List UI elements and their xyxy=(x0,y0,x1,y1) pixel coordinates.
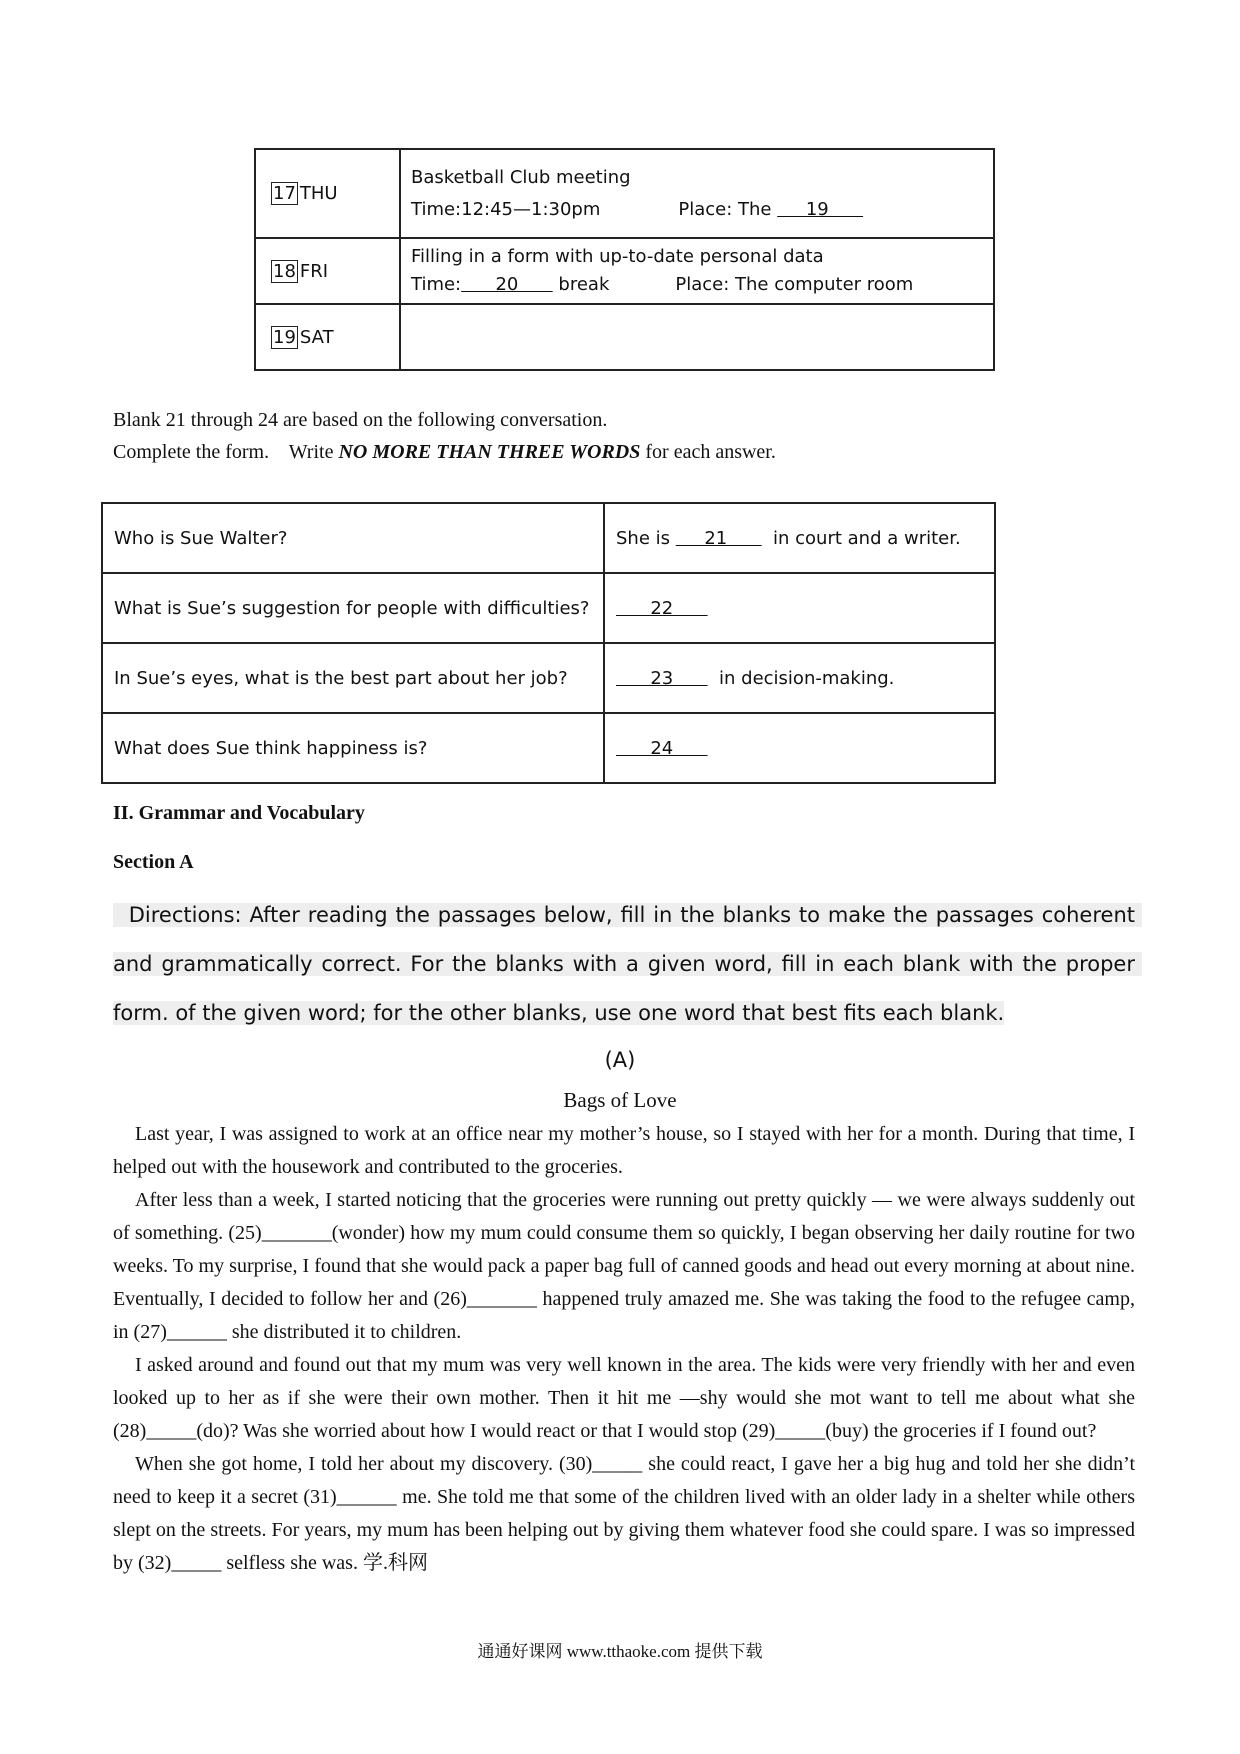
passage-body xyxy=(113,1118,1135,1580)
form-table xyxy=(101,502,996,784)
instruction-line-1: Blank 21 through 24 are based on the following conversation. xyxy=(113,409,608,431)
blank-19: 19 xyxy=(777,198,864,220)
blank-22: 22 xyxy=(616,597,708,619)
event-time-after: break xyxy=(552,274,610,295)
schedule-table xyxy=(254,148,995,371)
form-question: What is Sue’s suggestion for people with difficulties? xyxy=(102,573,604,643)
passage-title: Bags of Love xyxy=(563,1088,677,1112)
event-cell xyxy=(400,238,994,304)
section-heading: II. Grammar and Vocabulary xyxy=(113,802,365,824)
form-answer: She is 21 in court and a writer. xyxy=(604,503,995,573)
directions-text: Directions: After reading the passages below, fill in the blanks to make the passages coherent and grammatically correct. For the blanks with a given word, fill in each blank with the proper form. of the given word; for the other blanks, use one word that best fits each blank. xyxy=(113,903,1142,1025)
event-details xyxy=(411,194,993,226)
page-footer: 通通好课网 www.tthaoke.com 提供下载 xyxy=(477,1642,763,1661)
event-cell xyxy=(400,149,994,238)
day-name: THU xyxy=(299,183,338,204)
form-question: Who is Sue Walter? xyxy=(102,503,604,573)
subsection-heading: Section A xyxy=(113,851,194,873)
event-cell-empty xyxy=(400,304,994,370)
directions xyxy=(113,891,1142,1038)
event-place-label: Place: The xyxy=(678,198,772,220)
word-limit: NO MORE THAN THREE WORDS xyxy=(338,441,641,463)
form-answer xyxy=(604,573,995,643)
schedule-row xyxy=(255,238,994,304)
form-row xyxy=(102,503,995,573)
day-cell xyxy=(255,304,400,370)
paragraph: Last year, I was assigned to work at an office near my mother’s house, so I stayed with her for a month. During that time, I helped out with the housework and contributed to the groceries. xyxy=(113,1123,1135,1178)
blank-20: 20 xyxy=(461,274,553,295)
day-name: SAT xyxy=(299,326,334,348)
day-cell xyxy=(255,238,400,304)
form-answer: 23 in decision-making. xyxy=(604,643,995,713)
form-row xyxy=(102,573,995,643)
paragraph: I asked around and found out that my mum was very well known in the area. The kids were very friendly with her and even looked up to her as if she were their own mother. Then it hit me —shy would she mot want to tell me about what she (28)_____(do)? Was she worried about how I would react or that I would stop (29)_____(buy) the groceries if I found out? xyxy=(113,1354,1135,1442)
day-cell xyxy=(255,149,400,238)
date-number: 17 xyxy=(273,183,296,204)
schedule-row xyxy=(255,149,994,238)
instruction-line-2: Complete the form. Write NO MORE THAN THREE WORDS for each answer. xyxy=(113,441,776,463)
passage-label: (A) xyxy=(604,1048,636,1072)
schedule-row xyxy=(255,304,994,370)
form-question: What does Sue think happiness is? xyxy=(102,713,604,783)
event-time: Time:12:45—1:30pm xyxy=(411,198,601,220)
date-number: 18 xyxy=(273,260,296,282)
event-title: Basketball Club meeting xyxy=(411,166,631,188)
day-name: FRI xyxy=(299,260,329,282)
paragraph: When she got home, I told her about my discovery. (30)_____ she could react, I gave her a big hug and told her she didn’t need to keep it a secret (31)______ me. She told me that some of the children lived with an older lady in a shelter while others slept on the streets. For years, my mum has been helping out by giving them whatever food she could spare. I was so impressed by (32)_____ selfless she was. 学.科网 xyxy=(113,1453,1135,1574)
blank-24: 24 xyxy=(616,737,708,759)
event-time-label: Time: xyxy=(411,274,462,295)
date-number: 19 xyxy=(273,326,296,348)
form-answer xyxy=(604,713,995,783)
event-details xyxy=(411,271,993,299)
event-title: Filling in a form with up-to-date personal data xyxy=(411,246,824,267)
blank-21: 21 xyxy=(675,527,762,549)
blank-23: 23 xyxy=(616,667,708,689)
paragraph: After less than a week, I started noticing that the groceries were running out pretty quickly — we were always suddenly out of something. (25)_______(wonder) how my mum could consume them so quickly, I began observing her daily routine for two weeks. To my surprise, I found that she would pack a paper bag full of canned goods and head out every morning at about nine. Eventually, I decided to follow her and (26)_______ happened truly amazed me. She was taking the food to the refugee camp, in (27)______ she distributed it to children. xyxy=(113,1189,1135,1343)
event-place: Place: The computer room xyxy=(675,274,914,295)
form-question: In Sue’s eyes, what is the best part about her job? xyxy=(102,643,604,713)
form-row xyxy=(102,713,995,783)
form-row xyxy=(102,643,995,713)
